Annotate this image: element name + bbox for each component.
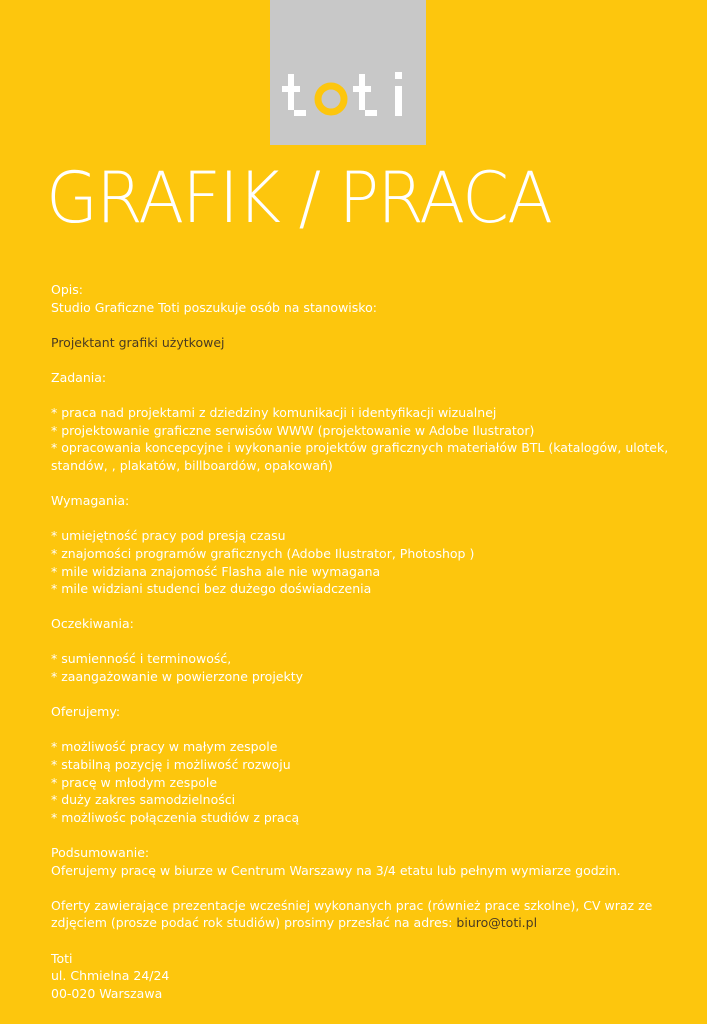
list-item: * opracowania koncepcyjne i wykonanie projektów graficznych materiałów BTL (katalogów, ulotek, standów, , plakatów, billboardów, opakowań) xyxy=(51,440,669,473)
contact-name: Toti xyxy=(51,950,73,966)
requirements-list xyxy=(51,527,671,597)
list-item: * mile widziani studenci bez dużego doświadczenia xyxy=(51,581,372,597)
tasks-heading: Zadania: xyxy=(51,369,107,385)
expectations-list xyxy=(51,650,671,685)
job-ad-content xyxy=(51,281,671,1002)
description-text: Studio Graficzne Toti poszukuje osób na stanowisko: xyxy=(51,299,377,315)
list-item: * duży zakres samodzielności xyxy=(51,792,236,808)
list-item: * mile widziana znajomość Flasha ale nie wymagana xyxy=(51,563,381,579)
requirements-heading: Wymagania: xyxy=(51,493,130,509)
list-item: * sumienność i terminowość, xyxy=(51,651,232,667)
contact-city: 00-020 Warszawa xyxy=(51,985,163,1001)
summary-heading: Podsumowanie: xyxy=(51,845,150,860)
list-item: * zaangażowanie w powierzone projekty xyxy=(51,669,304,685)
list-item: * możliwość pracy w małym zespole xyxy=(51,739,278,755)
offer-heading: Oferujemy: xyxy=(51,704,121,720)
contact-street: ul. Chmielna 24/24 xyxy=(51,968,170,984)
application-text: Oferty zawierające prezentacje wcześniej wykonanych prac (również prace szkolne), CV wraz ze zdjęciem (prosze podać rok studiów) prosimy przesłać na adres: xyxy=(51,897,653,931)
description-heading: Opis: xyxy=(51,282,83,297)
list-item: * umiejętność pracy pod presją czasu xyxy=(51,528,286,544)
application-paragraph xyxy=(51,897,671,932)
list-item: * znajomości programów graficznych (Adobe Ilustrator, Photoshop ) xyxy=(51,545,475,561)
list-item: * praca nad projektami z dziedziny komunikacji i identyfikacji wizualnej xyxy=(51,405,497,421)
logo-box xyxy=(270,0,426,145)
summary-text: Oferujemy pracę w biurze w Centrum Warszawy na 3/4 etatu lub pełnym wymiarze godzin. xyxy=(51,862,621,878)
tasks-list xyxy=(51,404,671,474)
list-item: * projektowanie graficzne serwisów WWW (projektowanie w Adobe Ilustrator) xyxy=(51,422,535,438)
offer-list xyxy=(51,738,671,826)
page-headline: GRAFIK / PRACA xyxy=(46,157,552,239)
position-title: Projektant grafiki użytkowej xyxy=(51,334,225,350)
list-item: * możliwośc połączenia studiów z pracą xyxy=(51,809,300,825)
toti-logo xyxy=(270,0,426,145)
list-item: * stabilną pozycję i możliwość rozwoju xyxy=(51,757,291,773)
expectations-heading: Oczekiwania: xyxy=(51,616,134,632)
email-link[interactable]: biuro@toti.pl xyxy=(456,915,538,931)
list-item: * pracę w młodym zespole xyxy=(51,774,218,790)
